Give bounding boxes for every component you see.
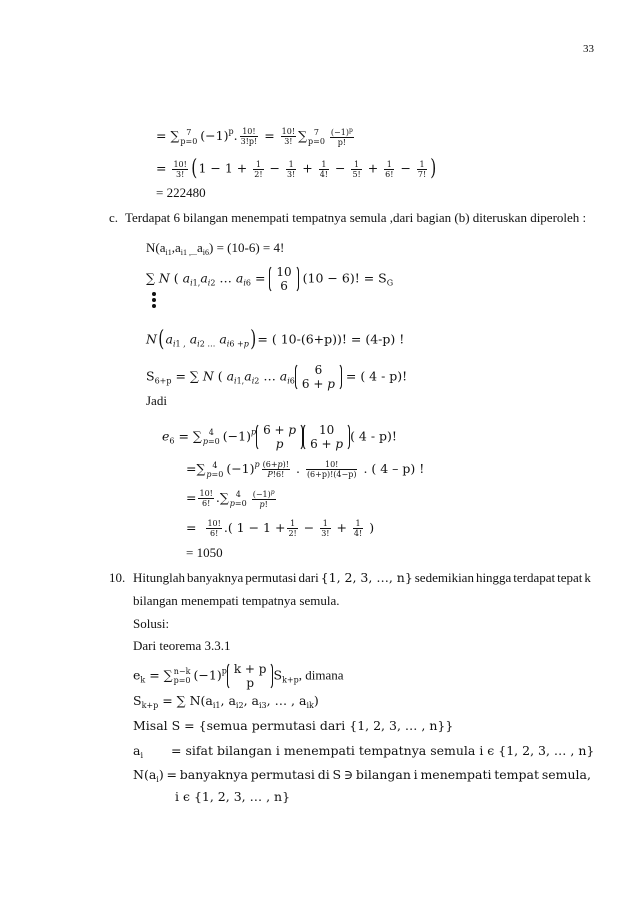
e6-result: = 1050 bbox=[186, 545, 223, 560]
n-equation-3: 𝑁(𝑎$_{𝑖1 ,}$ 𝑎$_{𝑖2 \dots}$ 𝑎$_{𝑖6 +𝑝}$)= ( 10-(6+p))! = (4-p) ! bbox=[146, 327, 405, 352]
teorema-line: Dari teorema 3.3.1 bbox=[133, 638, 231, 653]
e6-step-3: = $\frac{10!}{6!}$ .∑ 4 𝑝=0 $\frac{(-1)^𝑝}{\text{𝑝!}}$ bbox=[186, 489, 275, 509]
skp-formula: $S_{k+p}$ = ∑ $N(a_{i1}$, $a_{i2}$, $a_{i3}$, … , $a_{ik}$) bbox=[133, 693, 319, 710]
question-10-line-1: Hitunglah banyaknya permutasi dari {1, 2, 3, …, n} sedemikian hingga terdapat tepat k bbox=[133, 570, 591, 585]
n-equation-2: ∑ 𝑁 ( 𝑎$_{𝑖1,}$𝑎$_{𝑖2}$ … 𝑎$_{𝑖6}$ = 10 6 (10 − 6)! = $S_G$ bbox=[146, 265, 394, 293]
item-c-text: Terdapat 6 bilangan menempati tempatnya semula ,dari bagian (b) diteruskan diperoleh : bbox=[125, 210, 587, 225]
nai-definition-line-2: i ϵ {1, 2, 3, … , n} bbox=[175, 789, 291, 804]
item-c-label: c. bbox=[109, 210, 119, 225]
vertical-ellipsis bbox=[152, 292, 158, 310]
solusi-label: Solusi: bbox=[133, 616, 170, 631]
equation-line-1: = ∑ 7 p=0 $(-1)^p$. $\frac{10!}{3!p!}$ = $\frac{10!}{3!}$ ∑ 7 p=0 $\frac{(-1)^p}{p!}$ bbox=[156, 127, 353, 147]
e6-step-2: =∑ 4 𝑝=0 $(-1)^𝑝$ $\frac{\text{(6+𝑝)!}}{\text{𝑃!6!}}$ . $\frac{10!}{(6+p)!(4-p)}$ . ( 4 – p) ! bbox=[186, 460, 425, 479]
n-equation-1: $N(a_{i1},a_{i1 ,...}a_{i6}) = (10-6) = 4$! bbox=[146, 240, 285, 257]
nai-definition-line-1: $N(a_i)$ = banyaknya permutasi di S ∋ bilangan i menempati tempat semula, bbox=[133, 767, 591, 784]
misal-line: Misal S = {semua permutasi dari {1, 2, 3, … , n}} bbox=[133, 718, 454, 733]
equation-line-2: = $\frac{10!}{3!}$ (1 − 1 + $\frac{1}{2!}$ − $\frac{1}{3!}$ + $\frac{1}{4!}$ − $\frac{1}{5!}$ + $\frac{1}{6!}$ − $\frac{1}{7!}$ ) bbox=[156, 156, 437, 181]
ai-definition: $a_i$ = sifat bilangan i menempati tempatnya semula i ϵ {1, 2, 3, … , n} bbox=[133, 743, 595, 760]
ek-formula: $e_k$ = ∑ n−k p=0 $(-1)^p$ k + p p $S_{k+p}$, dimana bbox=[133, 662, 344, 690]
e6-equation: 𝑒$_6$ = ∑ 4 𝑝=0 $(-1)^𝑝$ 6 + 𝑝 𝑝 10 6 + 𝑝 ( 4 - p)! bbox=[162, 423, 397, 451]
e6-step-4: = $\frac{10!}{6!}$ .( 1 − 1 + $\frac{1}{2!}$ − $\frac{1}{3!}$ + $\frac{1}{4!}$ ) bbox=[186, 519, 375, 538]
page-number: 33 bbox=[583, 43, 594, 55]
equation-line-3: = 222480 bbox=[156, 185, 206, 200]
jadi-label: Jadi bbox=[146, 393, 167, 408]
question-10-label: 10. bbox=[109, 570, 126, 585]
question-10-line-2: bilangan menempati tempatnya semula. bbox=[133, 593, 340, 608]
s-equation: $S_{6+p}$ = ∑ 𝑁 ( 𝑎$_{𝑖1,}$𝑎$_{𝑖2}$ … 𝑎$_{𝑖6}$ 6 6 + 𝑝 = ( 4 - p)! bbox=[146, 363, 408, 391]
